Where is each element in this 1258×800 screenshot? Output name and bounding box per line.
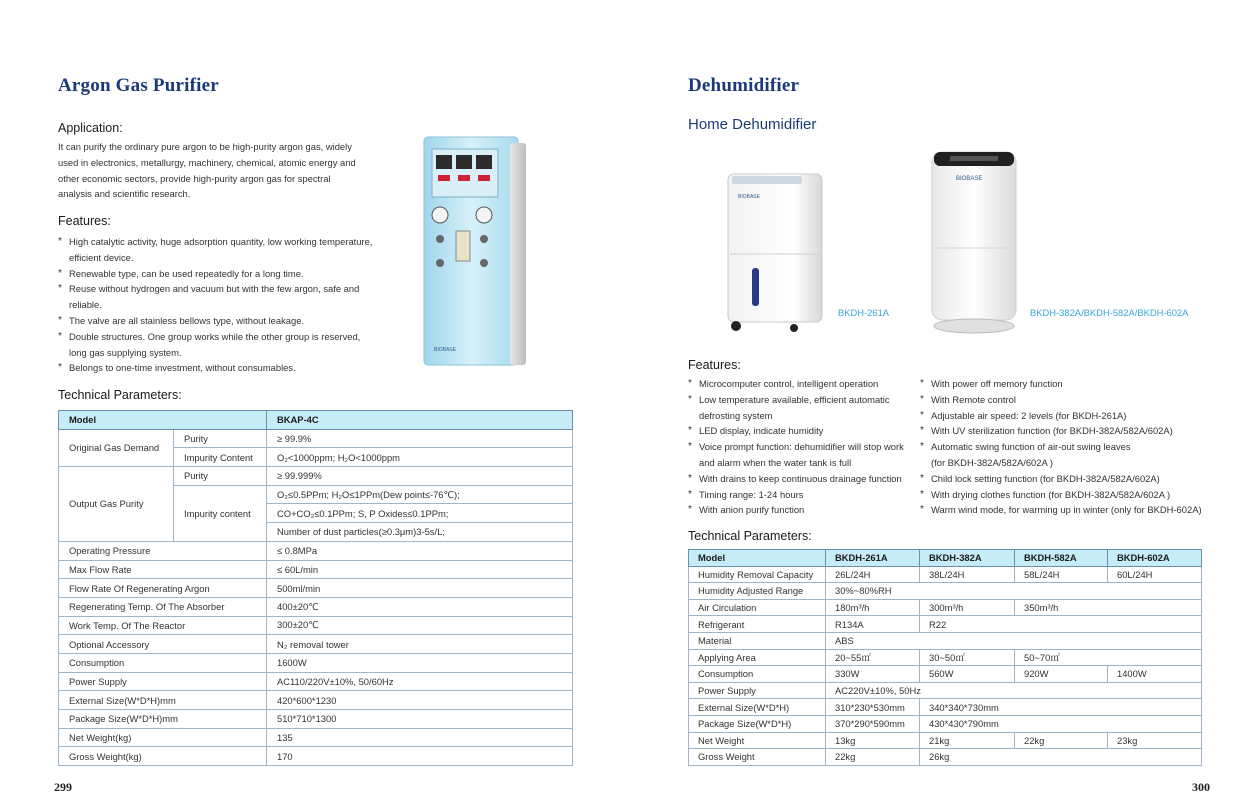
row-label: Gross Weight bbox=[689, 749, 826, 766]
feature-line: * Child lock setting function (for BKDH-382A/582A/602A) bbox=[931, 472, 1160, 484]
cell-value: 560W bbox=[920, 666, 1015, 683]
cell-value: ABS bbox=[826, 632, 1202, 649]
feature-line: * Timing range: 1-24 hours bbox=[699, 488, 804, 500]
table-row bbox=[689, 616, 1202, 633]
page-number-left: 299 bbox=[54, 780, 72, 794]
feature-item bbox=[58, 313, 398, 329]
application-line: used in electronics, metallurgy, machinery, chemical, atomic energy and bbox=[58, 156, 356, 168]
row-label: Humidity Adjusted Range bbox=[689, 583, 826, 600]
cell-value: 500ml/min bbox=[267, 579, 573, 598]
features-list-right-col1 bbox=[688, 376, 920, 518]
cell-value: 26L/24H bbox=[826, 566, 920, 583]
dehumidifier-spec-table bbox=[688, 549, 1202, 766]
cell-value: AC220V±10%, 50Hz bbox=[826, 682, 1202, 699]
feature-item bbox=[920, 487, 1220, 503]
feature-item bbox=[920, 439, 1220, 471]
cell-value: 310*230*530mm bbox=[826, 699, 920, 716]
feature-item bbox=[920, 408, 1220, 424]
table-row bbox=[59, 541, 573, 560]
cell-value: 340*340*730mm bbox=[920, 699, 1202, 716]
feature-line: * The valve are all stainless bellows type, without leakage. bbox=[69, 314, 305, 326]
cell-value: 300m³/h bbox=[920, 599, 1015, 616]
feature-line: * Automatic swing function of air-out swing leaves bbox=[931, 441, 1131, 453]
table-row bbox=[689, 715, 1202, 732]
sub-label: Impurity content bbox=[174, 485, 267, 541]
feature-line: * Adjustable air speed: 2 levels (for BKDH-261A) bbox=[931, 409, 1127, 421]
feature-item bbox=[58, 234, 398, 266]
cell-value: 50~70㎡ bbox=[1015, 649, 1202, 666]
feature-line: * Voice prompt function: dehumidifier will stop work bbox=[699, 441, 904, 453]
application-line: analysis and scientific research. bbox=[58, 188, 191, 200]
cell-value: 420*600*1230 bbox=[267, 691, 573, 710]
feature-line: * High catalytic activity, huge adsorption quantity, low working temperature, bbox=[69, 236, 373, 247]
row-label: Operating Pressure bbox=[59, 541, 267, 560]
cell-value: 58L/24H bbox=[1015, 566, 1108, 583]
header-cell: Model bbox=[689, 550, 826, 567]
feature-item bbox=[920, 471, 1220, 487]
cell-value: 300±20℃ bbox=[267, 616, 573, 635]
features-heading-left: Features: bbox=[58, 214, 111, 228]
cell-value: ≤ 0.8MPa bbox=[267, 541, 573, 560]
application-heading: Application: bbox=[58, 121, 123, 135]
feature-line: long gas supplying system. bbox=[69, 346, 182, 358]
feature-line: * With UV sterilization function (for BKDH-382A/582A/602A) bbox=[931, 425, 1173, 437]
row-label: Work Temp. Of The Reactor bbox=[59, 616, 267, 635]
table-row bbox=[59, 672, 573, 691]
row-label: Refrigerant bbox=[689, 616, 826, 633]
table-row bbox=[689, 682, 1202, 699]
row-label: Power Supply bbox=[689, 682, 826, 699]
feature-line: * With anion purify function bbox=[699, 504, 805, 516]
cell-value: 1400W bbox=[1108, 666, 1202, 683]
feature-item bbox=[688, 487, 920, 503]
cell-value: 22kg bbox=[826, 749, 920, 766]
row-label: Net Weight(kg) bbox=[59, 728, 267, 747]
cell-value: 30%~80%RH bbox=[826, 583, 1202, 600]
header-cell: BKDH-382A bbox=[920, 550, 1015, 567]
feature-line: * Warm wind mode, for warming up in winter (only for BKDH-602A) bbox=[931, 504, 1202, 516]
cell-value: R134A bbox=[826, 616, 920, 633]
cell-value: ≥ 99.9% bbox=[267, 429, 573, 448]
row-label: Optional Accessory bbox=[59, 635, 267, 654]
cell-value: N₂ removal tower bbox=[267, 635, 573, 654]
feature-line: * Microcomputer control, intelligent operation bbox=[699, 378, 879, 389]
feature-item bbox=[920, 392, 1220, 408]
cell-value: 26kg bbox=[920, 749, 1202, 766]
feature-item bbox=[688, 423, 920, 439]
tech-heading-right: Technical Parameters: bbox=[688, 529, 812, 543]
feature-line: reliable. bbox=[69, 299, 102, 311]
feature-item bbox=[58, 329, 398, 361]
features-list-left bbox=[58, 234, 398, 376]
header-cell: BKDH-582A bbox=[1015, 550, 1108, 567]
application-line: It can purify the ordinary pure argon to be high-purity argon gas, widely bbox=[58, 141, 352, 152]
cell-value: 510*710*1300 bbox=[267, 710, 573, 729]
cell-value: 180m³/h bbox=[826, 599, 920, 616]
row-label: Package Size(W*D*H) bbox=[689, 715, 826, 732]
feature-line: (for BKDH-382A/582A/602A ) bbox=[931, 456, 1053, 468]
feature-line: * With drying clothes function (for BKDH-382A/582A/602A ) bbox=[931, 488, 1171, 500]
feature-line: and alarm when the water tank is full bbox=[699, 456, 852, 468]
cell-value: CO+CO₂≤0.1PPm; S, P Oxides≤0.1PPm; bbox=[267, 504, 573, 523]
row-label: Consumption bbox=[59, 653, 267, 672]
feature-item bbox=[58, 281, 398, 313]
row-label: Flow Rate Of Regenerating Argon bbox=[59, 579, 267, 598]
table-row bbox=[689, 666, 1202, 683]
brand-label: BIOBASE bbox=[434, 347, 456, 353]
cell-value: Number of dust particles(≥0.3μm)3-5s/L; bbox=[267, 523, 573, 542]
table-row bbox=[59, 579, 573, 598]
feature-line: efficient device. bbox=[69, 251, 134, 263]
feature-item bbox=[920, 423, 1220, 439]
table-row bbox=[689, 599, 1202, 616]
feature-item bbox=[688, 392, 920, 424]
row-label: Net Weight bbox=[689, 732, 826, 749]
feature-item bbox=[688, 439, 920, 471]
row-label: Gross Weight(kg) bbox=[59, 747, 267, 766]
table-row bbox=[59, 616, 573, 635]
table-header-row bbox=[59, 411, 573, 430]
cell-value: 400±20℃ bbox=[267, 597, 573, 616]
cell-value: 21kg bbox=[920, 732, 1015, 749]
dehumidifier-title: Dehumidifier bbox=[688, 75, 800, 96]
row-label: Package Size(W*D*H)mm bbox=[59, 710, 267, 729]
feature-item bbox=[920, 502, 1220, 518]
cell-value: 30~50㎡ bbox=[920, 649, 1015, 666]
table-row bbox=[59, 728, 573, 747]
feature-line: * Double structures. One group works while the other group is reserved, bbox=[69, 330, 361, 342]
brand-label: BIOBASE bbox=[738, 194, 760, 200]
table-row bbox=[689, 749, 1202, 766]
feature-item bbox=[688, 502, 920, 518]
cell-value: 13kg bbox=[826, 732, 920, 749]
table-row bbox=[59, 597, 573, 616]
table-row bbox=[689, 732, 1202, 749]
table-row bbox=[59, 429, 573, 448]
header-cell: BKDH-602A bbox=[1108, 550, 1202, 567]
tech-heading-left: Technical Parameters: bbox=[58, 388, 182, 402]
feature-item bbox=[920, 376, 1220, 392]
row-label: Regenerating Temp. Of The Absorber bbox=[59, 597, 267, 616]
row-label: External Size(W*D*H) bbox=[689, 699, 826, 716]
table-row bbox=[59, 653, 573, 672]
page-number-right: 300 bbox=[1192, 780, 1210, 794]
argon-spec-table bbox=[58, 410, 573, 766]
sub-label: Impurity Content bbox=[174, 448, 267, 467]
feature-item bbox=[58, 360, 398, 376]
cell-value: AC110/220V±10%, 50/60Hz bbox=[267, 672, 573, 691]
feature-line: * LED display, indicate humidity bbox=[699, 425, 824, 437]
cell-value: 430*430*790mm bbox=[920, 715, 1202, 732]
row-label: Consumption bbox=[689, 666, 826, 683]
feature-line: defrosting system bbox=[699, 409, 773, 421]
feature-line: * Renewable type, can be used repeatedly for a long time. bbox=[69, 267, 304, 279]
feature-item bbox=[58, 266, 398, 282]
header-cell: BKAP-4C bbox=[267, 411, 573, 430]
table-row bbox=[59, 560, 573, 579]
table-row bbox=[689, 583, 1202, 600]
home-dehumidifier-subtitle: Home Dehumidifier bbox=[688, 116, 817, 133]
cell-value: 370*290*590mm bbox=[826, 715, 920, 732]
application-line: other economic sectors, provide high-purity argon gas for spectral bbox=[58, 172, 331, 184]
row-label: Air Circulation bbox=[689, 599, 826, 616]
application-text bbox=[58, 139, 388, 202]
features-heading-right: Features: bbox=[688, 358, 741, 372]
table-row bbox=[689, 699, 1202, 716]
cell-value: 920W bbox=[1015, 666, 1108, 683]
dehumidifier-382a-image bbox=[926, 150, 1022, 336]
cell-value: 350m³/h bbox=[1015, 599, 1202, 616]
features-list-right-col2 bbox=[920, 376, 1220, 518]
model-label-261a: BKDH-261A bbox=[838, 307, 890, 318]
cell-value: 60L/24H bbox=[1108, 566, 1202, 583]
cell-value: 38L/24H bbox=[920, 566, 1015, 583]
cell-value: 23kg bbox=[1108, 732, 1202, 749]
feature-item bbox=[688, 471, 920, 487]
cell-value: ≥ 99.999% bbox=[267, 467, 573, 486]
sub-label: Purity bbox=[174, 467, 267, 486]
sub-label: Purity bbox=[174, 429, 267, 448]
table-row bbox=[689, 566, 1202, 583]
table-header-row bbox=[689, 550, 1202, 567]
table-row bbox=[689, 649, 1202, 666]
argon-purifier-title: Argon Gas Purifier bbox=[58, 75, 219, 96]
row-label: External Size(W*D*H)mm bbox=[59, 691, 267, 710]
cell-value: 135 bbox=[267, 728, 573, 747]
row-label: Output Gas Purity bbox=[59, 467, 174, 542]
row-label: Power Supply bbox=[59, 672, 267, 691]
row-label: Material bbox=[689, 632, 826, 649]
row-label: Original Gas Demand bbox=[59, 429, 174, 466]
table-row bbox=[59, 710, 573, 729]
row-label: Max Flow Rate bbox=[59, 560, 267, 579]
feature-line: * Belongs to one-time investment, without consumables. bbox=[69, 362, 296, 374]
cell-value: 170 bbox=[267, 747, 573, 766]
cell-value: 330W bbox=[826, 666, 920, 683]
row-label: Humidity Removal Capacity bbox=[689, 566, 826, 583]
table-row bbox=[59, 635, 573, 654]
table-row bbox=[689, 632, 1202, 649]
feature-item bbox=[688, 376, 920, 392]
table-row bbox=[59, 691, 573, 710]
cell-value: O₂<1000ppm; H₂O<1000ppm bbox=[267, 448, 573, 467]
table-row bbox=[59, 747, 573, 766]
cell-value: R22 bbox=[920, 616, 1202, 633]
header-cell: Model bbox=[59, 411, 267, 430]
feature-line: * With Remote control bbox=[931, 393, 1016, 405]
cell-value: 22kg bbox=[1015, 732, 1108, 749]
feature-line: * With drains to keep continuous drainage function bbox=[699, 472, 902, 484]
feature-line: * With power off memory function bbox=[931, 378, 1063, 389]
cell-value: O₂≤0.5PPm; H₂O≤1PPm(Dew point≤-76℃); bbox=[267, 485, 573, 504]
cell-value: 1600W bbox=[267, 653, 573, 672]
argon-purifier-image bbox=[418, 135, 528, 371]
feature-line: * Low temperature available, efficient automatic bbox=[699, 393, 890, 405]
model-label-382a-582a-602a: BKDH-382A/BKDH-582A/BKDH-602A bbox=[1030, 307, 1189, 318]
brand-label: BIOBASE bbox=[956, 176, 983, 182]
dehumidifier-261a-image bbox=[722, 172, 826, 332]
cell-value: ≤ 60L/min bbox=[267, 560, 573, 579]
row-label: Applying Area bbox=[689, 649, 826, 666]
table-row bbox=[59, 467, 573, 486]
header-cell: BKDH-261A bbox=[826, 550, 920, 567]
feature-line: * Reuse without hydrogen and vacuum but with the few argon, safe and bbox=[69, 283, 360, 295]
cell-value: 20~55㎡ bbox=[826, 649, 920, 666]
